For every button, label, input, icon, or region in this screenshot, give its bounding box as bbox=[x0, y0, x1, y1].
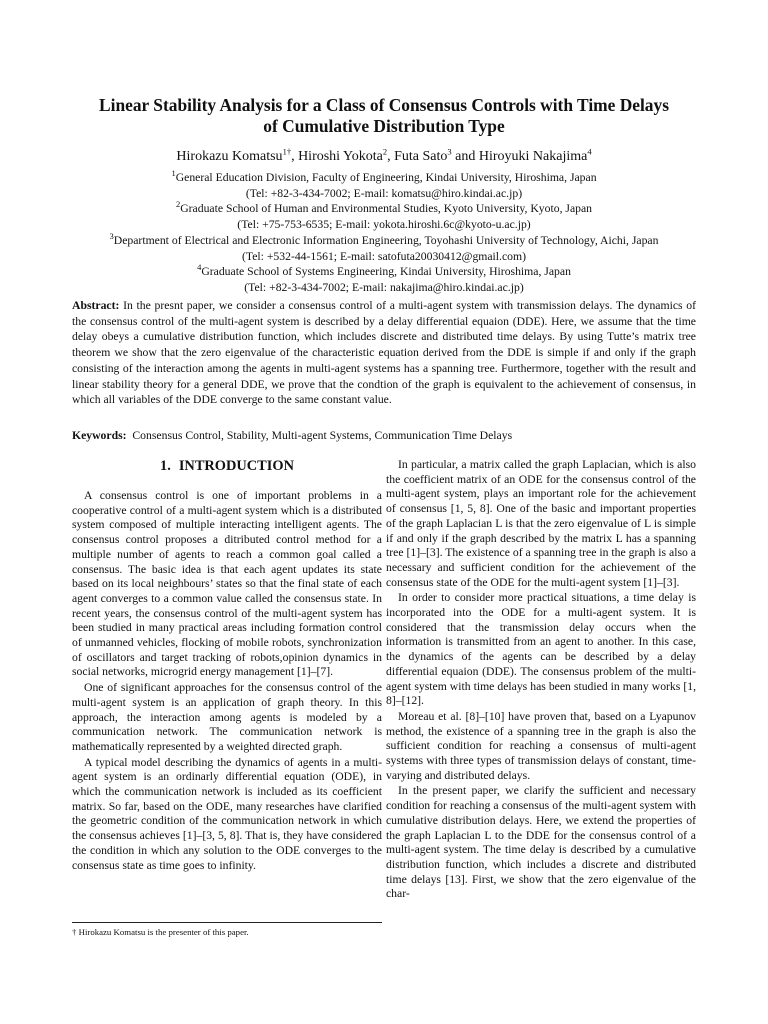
body-paragraph: In particular, a matrix called the graph Laplacian, which is also the coefficient matrix of an ODE for the consensus control of the multi-agent system, plays an important role for the achievement of consensus [1, 5, 8]. One of the basic and important properties of the graph Laplacian L is that the zero eigenvalue of L is simple if and only if the graph described by the matrix L has a spanning tree [1]–[3]. The existence of a spanning tree in the graph is also a necessary and sufficient condition for the achievement of the consensus state of the ODE for the multi-agent system [1]–[3]. bbox=[386, 458, 696, 589]
body-paragraph: In order to consider more practical situations, a time delay is incorporated into the ODE for a multi-agent system. It is considered that the transmission delay occurs when the information is transmitted from an agent to another. In this case, the dynamics of the agents can be described by a delay differential equaion (DDE). The consensus problem of the multi-agent system with time delays has been studied in many works [1, 8]–[12]. bbox=[386, 591, 696, 708]
author-affiliation-mark: 3 bbox=[447, 146, 452, 157]
author-name: Hiroshi Yokota bbox=[298, 149, 383, 164]
footnote-text: † Hirokazu Komatsu is the presenter of this paper. bbox=[72, 927, 249, 937]
body-paragraph: A typical model describing the dynamics of agents in a multi-agent system is an ordinarly differential equation (ODE), in which the communication network is included as its coefficient matrix. So far, based on the ODE, many researches have clarified the geometric condition of the communication network in which the consensus achieves [1]–[3, 5, 8]. That is, they have considered the condition in which any solution to the ODE converges to the consensus state as time goes to infinity. bbox=[72, 755, 382, 872]
affiliation-contact: (Tel: +532-44-1561; E-mail: satofuta20030412@gmail.com) bbox=[242, 249, 526, 263]
body-paragraph: A consensus control is one of important problems in a cooperative control of a multi-agent system which is a distributed system composed of multiple interacting intelligent agents. The consensus control proposes a ditributed control method for a multiple number of agents to reach a common goal called a consensus. The basic idea is that each agent updates its state based on its local neighbours’ states so that the final state of each agent converges to a common value called the consensus state. In recent years, the consensus control of the multi-agent system has been studied in many practical areas including formation control of unmanned vehicles, flocking of mobile robots, synchronization of oscillators and target tracking of robots,opinion dynamics in social networks, microgrid energy management [1]–[7]. bbox=[72, 489, 382, 679]
keywords bbox=[72, 428, 696, 444]
author-affiliation-mark: 2 bbox=[382, 146, 388, 157]
body-paragraph: Moreau et al. [8]–[10] have proven that, based on a Lyapunov method, the existence of a spanning tree in the graph is also the sufficient condition for reaching a consensus of multi-agent systems with three types of transmission delays of constant, time-varying and distributed delays. bbox=[386, 709, 696, 782]
author-name: Hiroyuki Nakajima bbox=[478, 149, 588, 164]
affiliation-line bbox=[40, 201, 728, 217]
author-name: Hirokazu Komatsu bbox=[176, 149, 283, 164]
right-column bbox=[386, 458, 696, 902]
affiliation-mark: 1 bbox=[171, 168, 176, 179]
footnote bbox=[72, 922, 382, 938]
affiliation-mark: 4 bbox=[197, 262, 202, 273]
author-name: Futa Sato bbox=[394, 149, 448, 164]
abstract-label: Abstract: bbox=[72, 299, 120, 312]
author-separator: , bbox=[291, 149, 299, 164]
author-conjunction: and bbox=[451, 149, 479, 164]
affiliation-institution: Graduate School of Systems Engineering, Kindai University, Hiroshima, Japan bbox=[201, 265, 571, 279]
body-paragraph: In the present paper, we clarify the sufficient and necessary condition for reaching a consensus of the multi-agent system with cumulative distribution delays. Here, we extend the properties of the graph Laplacian L to the DDE for the consensus control of a multi-agent system. The time delay is described by a cumulative distribution function, which includes a discrete and distributed time delays [13]. First, we show that the zero eigenvalue of the char- bbox=[386, 784, 696, 901]
body-paragraph: One of significant approaches for the consensus control of the multi-agent system is an application of graph theory. In this approach, the interaction among agents is modeled by a communication network. The communication network is mathematically represented by a weighted directed graph. bbox=[72, 681, 382, 753]
author-list bbox=[40, 148, 728, 166]
keywords-label: Keywords: bbox=[72, 429, 127, 442]
affiliation-institution: Department of Electrical and Electronic Information Engineering, Toyohashi University of Technology, Aichi, Japan bbox=[113, 233, 659, 247]
keywords-text: Consensus Control, Stability, Multi-agent Systems, Communication Time Delays bbox=[132, 429, 513, 442]
author-separator: , bbox=[387, 149, 395, 164]
affiliation-contact: (Tel: +82-3-434-7002; E-mail: nakajima@hiro.kindai.ac.jp) bbox=[244, 280, 524, 294]
affiliation-line bbox=[40, 264, 728, 280]
affiliation-contact: (Tel: +82-3-434-7002; E-mail: komatsu@hiro.kindai.ac.jp) bbox=[245, 186, 523, 200]
author-affiliation-mark: 1† bbox=[282, 146, 292, 157]
footnote-rule bbox=[72, 922, 382, 923]
title-line-1: Linear Stability Analysis for a Class of Consensus Controls with Time Delays bbox=[99, 95, 669, 115]
abstract-text: In the presnt paper, we consider a consensus control of a multi-agent system with transmission delays. The dynamics of the consensus control of the multi-agent system is described by a delay differential equaion (DDE). Here, we assume that the time delay obeys a cumulative distribution function, which includes discrete and distributed time delays. By using Tutte’s matrix tree theorem we show that the zero eigenvalue of the characteristic equation derived from the DDE is simple if and only if the graph consisting of the interaction among the agents in multi-agent systems has a spanning tree. Furthermore, together with the result and linear stability theory for a general DDE, we prove that the condtion of the graph is equivalent to the achievement of consensus, in which all variables of the DDE converge to the same constant value. bbox=[72, 299, 696, 407]
paper-title bbox=[60, 95, 708, 137]
section-heading bbox=[72, 458, 382, 475]
section-number: 1. bbox=[160, 458, 171, 474]
affiliation-institution: General Education Division, Faculty of Engineering, Kindai University, Hiroshima, Japan bbox=[175, 171, 597, 184]
affiliation-contact: (Tel: +75-753-6535; E-mail: yokota.hiroshi.6c@kyoto-u.ac.jp) bbox=[237, 218, 531, 232]
title-line-2: of Cumulative Distribution Type bbox=[263, 116, 505, 136]
affiliation-list bbox=[40, 170, 728, 296]
author-affiliation-mark: 4 bbox=[587, 146, 592, 157]
affiliation-line bbox=[40, 170, 728, 186]
affiliation-institution: Graduate School of Human and Environmental Studies, Kyoto University, Kyoto, Japan bbox=[180, 202, 593, 216]
section-title: INTRODUCTION bbox=[178, 458, 294, 474]
affiliation-mark: 3 bbox=[109, 230, 114, 241]
left-column bbox=[72, 458, 382, 873]
abstract bbox=[72, 298, 696, 408]
affiliation-mark: 2 bbox=[175, 199, 181, 210]
affiliation-line bbox=[40, 230, 728, 249]
